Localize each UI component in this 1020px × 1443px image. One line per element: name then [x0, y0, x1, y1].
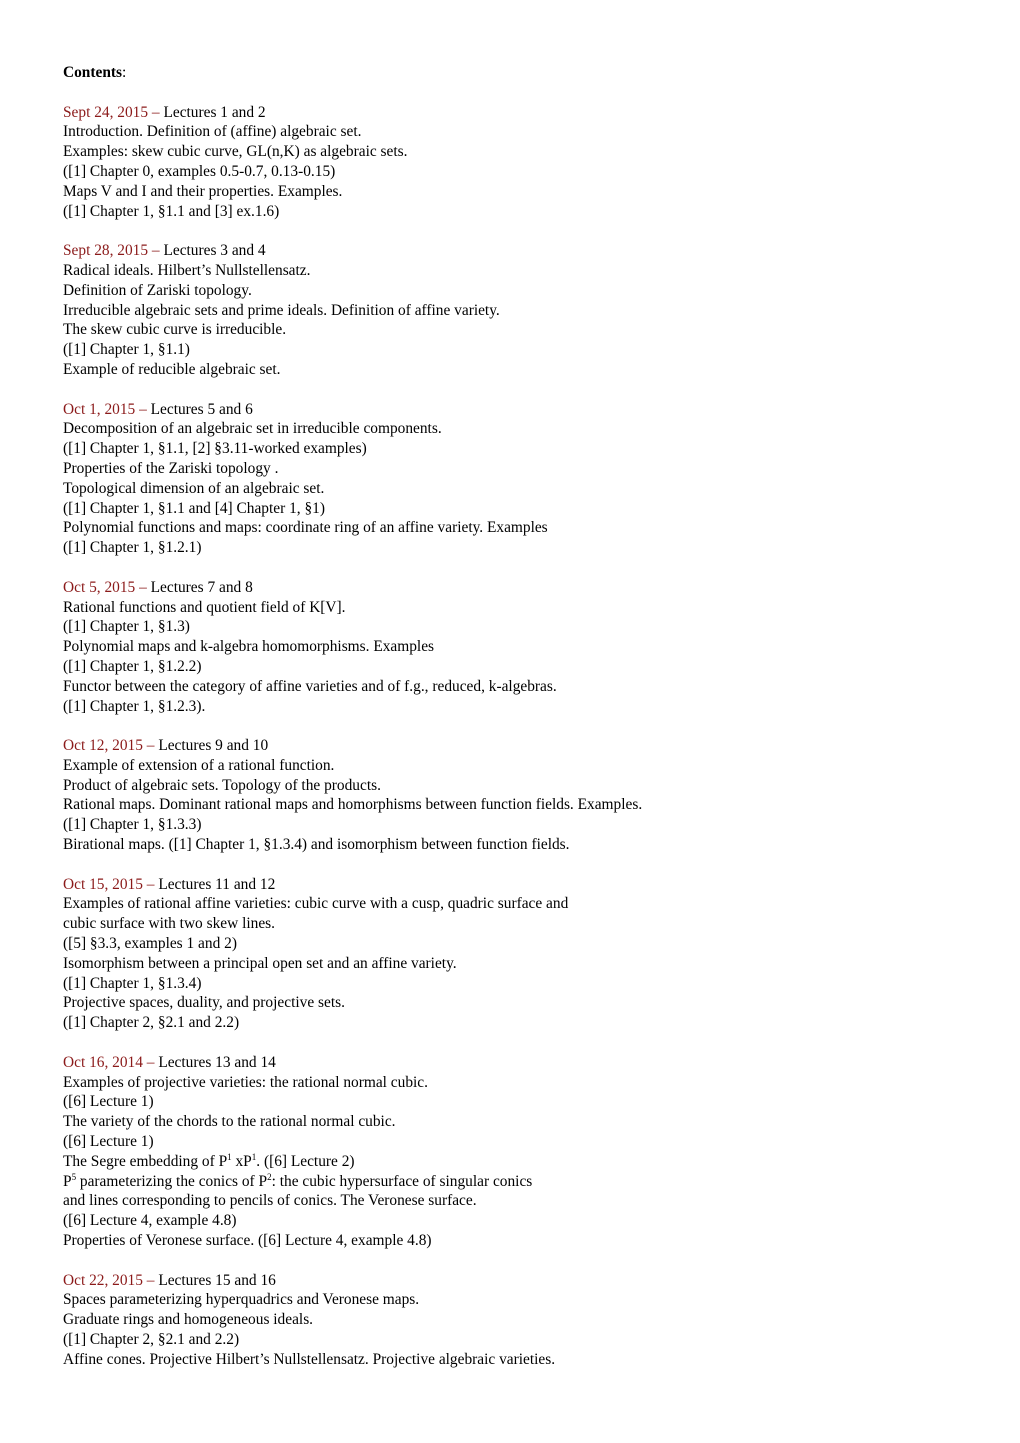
section-lectures: Lectures 9 and 10 [158, 737, 269, 755]
section-lectures: Lectures 13 and 14 [158, 1053, 276, 1071]
text-fragment: The Segre embedding of P [63, 1152, 228, 1170]
section-header [63, 875, 963, 895]
contents-heading [63, 63, 963, 83]
section-lectures: Lectures 5 and 6 [150, 400, 253, 418]
section-oct-5 [63, 578, 963, 717]
topic-line: Functor between the category of affine varieties and of f.g., reduced, k-algebras. [63, 677, 557, 695]
section-date: Oct 12, 2015 [63, 737, 143, 755]
dash: – [148, 103, 164, 121]
contents-label: Contents [63, 64, 122, 81]
section-header [63, 241, 963, 261]
topic-line: Topological dimension of an algebraic set. [63, 479, 325, 497]
section-date: Oct 1, 2015 [63, 400, 136, 418]
reference-line: ([1] Chapter 1, §1.1) [63, 341, 190, 359]
reference-line: ([1] Chapter 1, §1.3) [63, 618, 190, 636]
reference-line: ([6] Lecture 4, example 4.8) [63, 1212, 237, 1230]
section-header [63, 103, 963, 123]
text-fragment: xP [231, 1152, 252, 1170]
topic-line: Polynomial functions and maps: coordinate ring of an affine variety. Examples [63, 519, 548, 537]
topic-line: Birational maps. ([1] Chapter 1, §1.3.4) and isomorphism between function fields. [63, 836, 570, 854]
section-date: Sept 24, 2015 [63, 103, 149, 121]
topic-line: Maps V and I and their properties. Examples. [63, 182, 343, 200]
section-lectures: Lectures 15 and 16 [158, 1271, 276, 1289]
section-date: Oct 22, 2015 [63, 1271, 143, 1289]
section-oct-12 [63, 736, 963, 855]
dash: – [142, 1053, 159, 1071]
conics-line [63, 1172, 963, 1192]
section-date: Sept 28, 2015 [63, 242, 149, 260]
section-header [63, 400, 963, 420]
reference-line: ([1] Chapter 1, §1.1 and [4] Chapter 1, §1) [63, 499, 325, 517]
section-sept-28 [63, 241, 963, 380]
dash: – [135, 578, 151, 596]
reference-line: ([1] Chapter 1, §1.3.3) [63, 816, 202, 834]
reference-line: ([1] Chapter 1, §1.2.3). [63, 697, 206, 715]
topic-line: Example of extension of a rational function. [63, 756, 335, 774]
reference-line: ([1] Chapter 1, §1.2.2) [63, 657, 202, 675]
reference-line: ([1] Chapter 2, §2.1 and 2.2) [63, 1331, 240, 1348]
topic-line: Product of algebraic sets. Topology of the products. [63, 776, 381, 794]
section-date: Oct 16, 2014 [63, 1053, 143, 1071]
topic-line: Examples: skew cubic curve, GL(n,K) as algebraic sets. [63, 143, 408, 161]
topic-line: Introduction. Definition of (affine) algebraic set. [63, 123, 362, 141]
dash: – [142, 1271, 159, 1289]
reference-line: ([1] Chapter 1, §1.3.4) [63, 974, 202, 992]
topic-line: cubic surface with two skew lines. [63, 915, 275, 933]
section-oct-1 [63, 400, 963, 558]
reference-line: ([5] §3.3, examples 1 and 2) [63, 935, 237, 953]
superscript: 1 [227, 1151, 232, 1162]
dash: – [135, 400, 151, 418]
text-fragment: . ([6] Lecture 2) [256, 1152, 355, 1170]
reference-line: ([6] Lecture 1) [63, 1133, 154, 1151]
dash: – [142, 875, 159, 893]
topic-line: The variety of the chords to the rational normal cubic. [63, 1113, 396, 1131]
text-fragment: P [63, 1172, 72, 1190]
reference-line: ([1] Chapter 2, §2.1 and 2.2) [63, 1014, 240, 1032]
section-lectures: Lectures 3 and 4 [163, 242, 266, 260]
topic-line: Isomorphism between a principal open set and an affine variety. [63, 954, 457, 972]
section-date: Oct 15, 2015 [63, 875, 143, 893]
section-header [63, 578, 963, 598]
section-oct-22 [63, 1271, 963, 1370]
topic-line: Examples of rational affine varieties: cubic curve with a cusp, quadric surface and [63, 895, 569, 913]
text-fragment: : the cubic hypersurface of singular conics [271, 1172, 533, 1190]
section-sept-24 [63, 103, 963, 222]
topic-line: Decomposition of an algebraic set in irreducible components. [63, 420, 442, 438]
topic-line: Projective spaces, duality, and projective sets. [63, 994, 345, 1012]
reference-line: ([1] Chapter 1, §1.2.1) [63, 539, 202, 557]
section-oct-16 [63, 1053, 963, 1251]
topic-line: Rational maps. Dominant rational maps and homorphisms between function fields. Examples. [63, 796, 643, 814]
topic-line: Definition of Zariski topology. [63, 281, 252, 299]
topic-line: Graduate rings and homogeneous ideals. [63, 1311, 314, 1329]
section-header [63, 736, 963, 756]
superscript: 2 [267, 1171, 272, 1182]
topic-line: Rational functions and quotient field of K[V]. [63, 598, 346, 616]
superscript: 5 [71, 1171, 77, 1182]
topic-line: Properties of the Zariski topology . [63, 459, 279, 477]
reference-line: ([1] Chapter 1, §1.1 and [3] ex.1.6) [63, 202, 280, 220]
topic-line: The skew cubic curve is irreducible. [63, 321, 287, 339]
segre-line [63, 1152, 963, 1172]
reference-line: ([1] Chapter 0, examples 0.5-0.7, 0.13-0.15) [63, 162, 336, 180]
topic-line: Properties of Veronese surface. ([6] Lecture 4, example 4.8) [63, 1232, 432, 1250]
topic-line: Polynomial maps and k-algebra homomorphisms. Examples [63, 638, 435, 656]
section-oct-15 [63, 875, 963, 1033]
dash: – [142, 737, 159, 755]
section-date: Oct 5, 2015 [63, 578, 136, 596]
topic-line: Example of reducible algebraic set. [63, 360, 281, 378]
topic-line: Examples of projective varieties: the rational normal cubic. [63, 1073, 428, 1091]
superscript: 1 [251, 1151, 257, 1162]
topic-line: Affine cones. Projective Hilbert’s Nullstellensatz. Projective algebraic varieties. [63, 1350, 556, 1368]
section-header [63, 1271, 963, 1291]
reference-line: ([6] Lecture 1) [63, 1093, 154, 1111]
section-header [63, 1053, 963, 1073]
topic-line: Spaces parameterizing hyperquadrics and Veronese maps. [63, 1291, 420, 1309]
section-lectures: Lectures 7 and 8 [150, 578, 253, 596]
section-lectures: Lectures 1 and 2 [163, 103, 266, 121]
document-body [63, 63, 963, 1370]
text-fragment: parameterizing the conics of P [76, 1172, 268, 1190]
topic-line: and lines corresponding to pencils of conics. The Veronese surface. [63, 1192, 477, 1210]
topic-line: Irreducible algebraic sets and prime ideals. Definition of affine variety. [63, 301, 500, 319]
contents-colon: : [122, 64, 127, 81]
topic-line: Radical ideals. Hilbert’s Nullstellensatz. [63, 261, 311, 279]
reference-line: ([1] Chapter 1, §1.1, [2] §3.11-worked examples) [63, 440, 367, 458]
section-lectures: Lectures 11 and 12 [158, 875, 276, 893]
dash: – [148, 242, 164, 260]
